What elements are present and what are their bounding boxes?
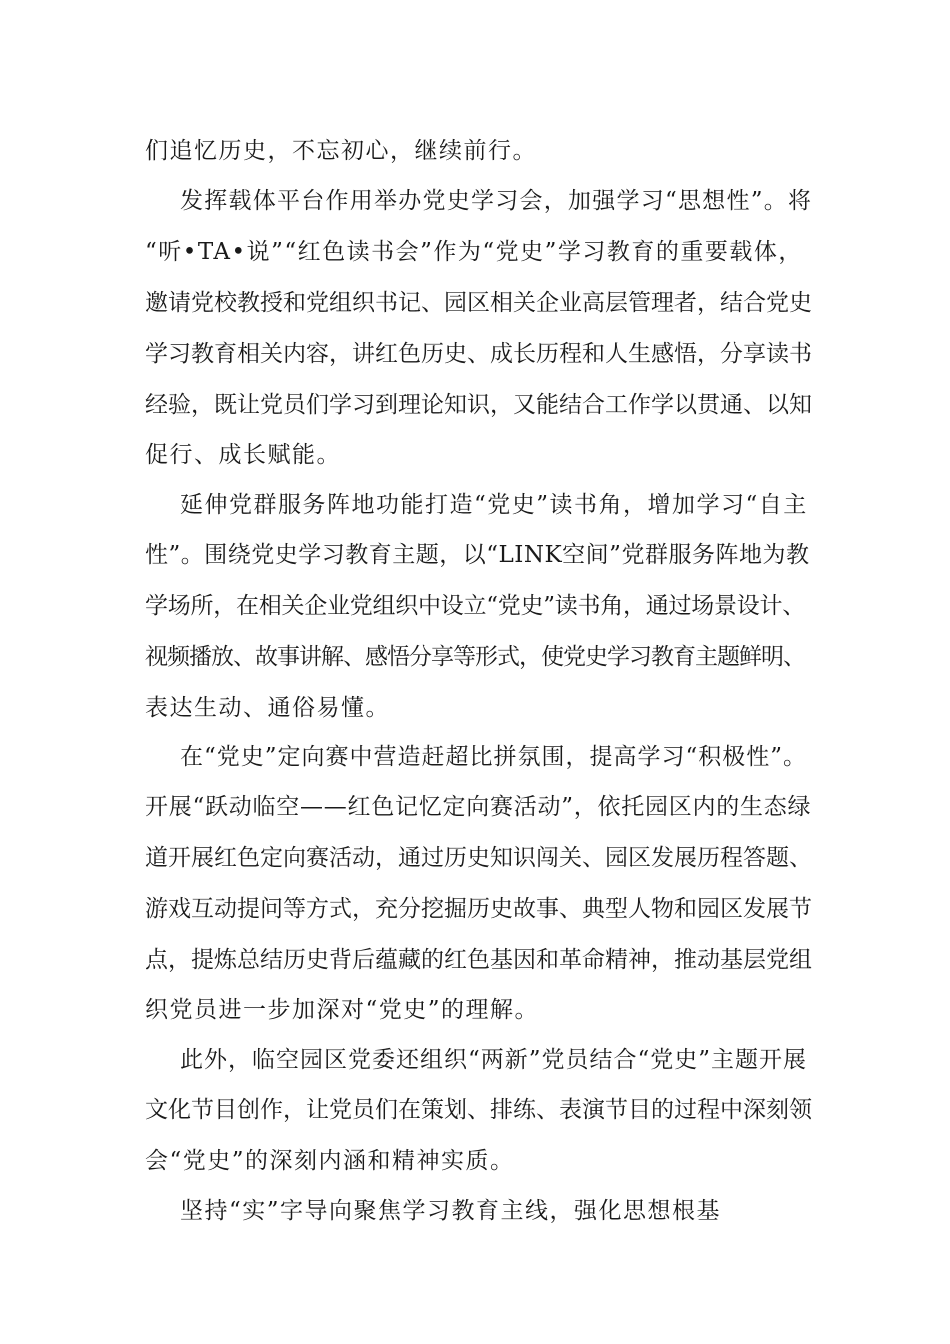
- text-line: 促行、成长赋能。: [145, 442, 341, 468]
- text-line: 经验，既让党员们学习到理论知识，又能结合工作学以贯通、以知: [145, 392, 812, 418]
- paragraph-first-line: 延伸党群服务阵地功能打造“党史”读书角，增加学习“自主: [180, 492, 808, 518]
- text-line: 视频播放、故事讲解、感悟分享等形式，使党史学习教育主题鲜明、: [145, 644, 805, 670]
- section-heading-line: 坚持“实”字导向聚焦学习教育主线，强化思想根基: [180, 1198, 722, 1224]
- paragraph-first-line: 发挥载体平台作用举办党史学习会，加强学习“思想性”。将: [180, 188, 813, 214]
- text-line: 邀请党校教授和党组织书记、园区相关企业高层管理者，结合党史: [145, 290, 812, 316]
- text-line: 道开展红色定向赛活动，通过历史知识闯关、园区发展历程答题、: [145, 845, 812, 871]
- text-line: 表达生动、通俗易懂。: [145, 695, 390, 721]
- text-line: 游戏互动提问等方式，充分挖掘历史故事、典型人物和园区发展节: [145, 896, 812, 922]
- text-line: 学习教育相关内容，讲红色历史、成长历程和人生感悟，分享读书: [145, 341, 812, 367]
- text-line: 会“党史”的深刻内涵和精神实质。: [145, 1148, 515, 1174]
- text-line: 开展“跃动临空——红色记忆定向赛活动”，依托园区内的生态绿: [145, 794, 812, 820]
- text-line: 织党员进一步加深对“党史”的理解。: [145, 997, 540, 1023]
- text-line: 文化节目创作，让党员们在策划、排练、表演节目的过程中深刻领: [145, 1097, 812, 1123]
- paragraph-first-line: 在“党史”定向赛中营造赶超比拼氛围，提高学习“积极性”。: [180, 744, 808, 770]
- paragraph-first-line: 此外，临空园区党委还组织“两新”党员结合“党史”主题开展: [180, 1047, 808, 1073]
- text-line: “听•TA•说”“红色读书会”作为“党史”学习教育的重要载体，: [145, 239, 803, 265]
- text-line: 们追忆历史，不忘初心，继续前行。: [145, 138, 537, 164]
- text-line: 点，提炼总结历史背后蕴藏的红色基因和革命精神，推动基层党组: [145, 947, 812, 973]
- text-line: 性”。围绕党史学习教育主题，以“LINK空间”党群服务阵地为教: [145, 542, 810, 568]
- text-line: 学场所，在相关企业党组织中设立“党史”读书角，通过场景设计、: [145, 593, 806, 619]
